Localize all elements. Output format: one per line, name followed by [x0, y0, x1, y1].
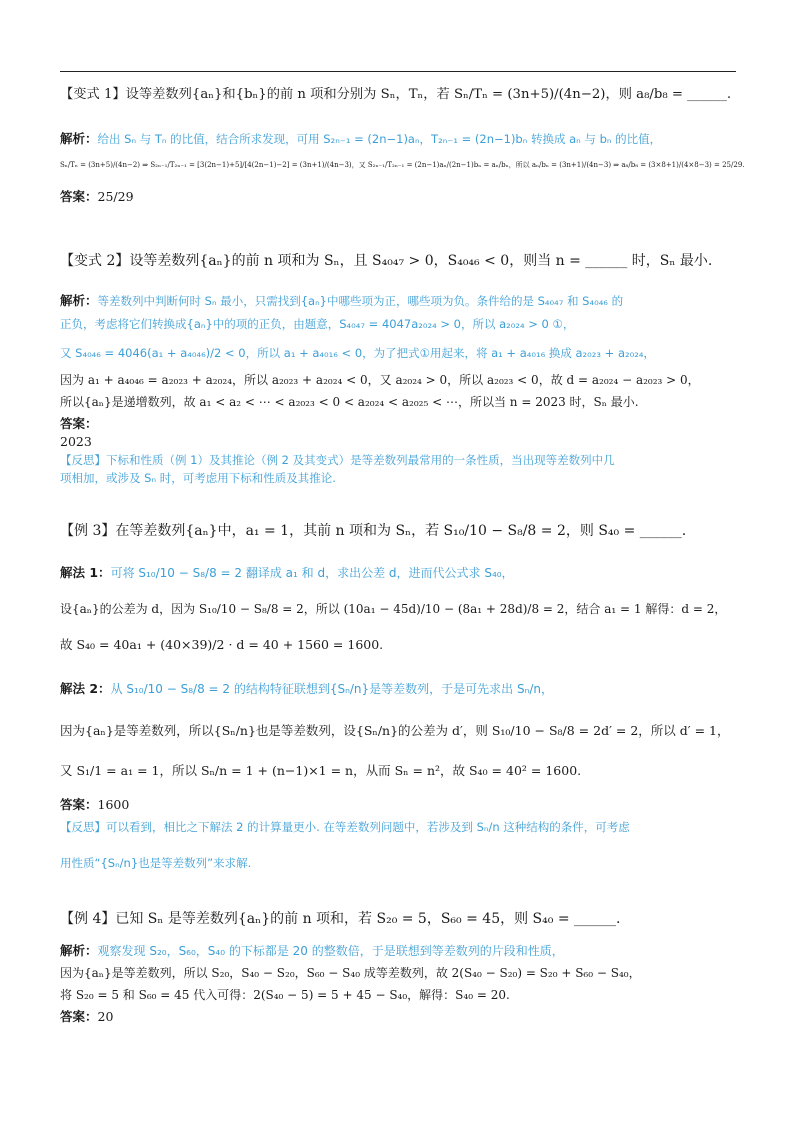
method1-label: 解法 1： — [60, 565, 111, 580]
example3-reflection-line-1: 【反思】可以看到，相比之下解法 2 的计算量更小. 在等差数列问题中，若涉及到 Sₙ/n 这种结构的条件，可考虑 — [60, 820, 630, 834]
example3-method2-line-2: 因为{aₙ}是等差数列，所以{Sₙ/n}也是等差数列，设{Sₙ/n}的公差为 d′，则 S₁₀/10 − S₈/8 = 2d′ = 2，所以 d′ = 1， — [60, 723, 730, 738]
example3-method2-line-1 — [60, 680, 553, 699]
answer-label: 答案： — [60, 416, 98, 431]
method2-text: 从 S₁₀/10 − S₈/8 = 2 的结构特征联想到{Sₙ/n}是等差数列，于是可先求出 Sₙ/n， — [110, 682, 554, 696]
variant2-reflection-line-1: 【反思】下标和性质（例 1）及其推论（例 2 及其变式）是等差数列最常用的一条性质，当出现等差数列中几 — [60, 453, 615, 467]
variant2-analysis-line-2: 正负，考虑将它们转换成{aₙ}中的项的正负，由题意，S₄₀₄₇ = 4047a₂₀₂₄ > 0，所以 a₂₀₂₄ > 0 ①， — [60, 317, 575, 331]
variant2-reflection-line-2: 项相加，或涉及 Sₙ 时，可考虑用下标和性质及其推论. — [60, 471, 336, 485]
variant2-answer — [60, 415, 98, 434]
example3-reflection-line-2: 用性质“{Sₙ/n}也是等差数列”来求解. — [60, 856, 252, 870]
variant1-analysis-line-1 — [60, 130, 661, 149]
example4-analysis-line-2: 因为{aₙ}是等差数列，所以 S₂₀，S₄₀ − S₂₀，S₆₀ − S₄₀ 成等差数列，故 2(S₄₀ − S₂₀) = S₂₀ + S₆₀ − S₄₀， — [60, 966, 641, 980]
variant2-analysis-line-1 — [60, 292, 623, 311]
analysis-text: 等差数列中判断何时 Sₙ 最小，只需找到{aₙ}中哪些项为正，哪些项为负。条件给的是 S₄₀₄₇ 和 S₄₀₄₆ 的 — [97, 294, 624, 308]
example3-answer — [60, 796, 129, 815]
answer-label: 答案： — [60, 797, 98, 812]
analysis-label: 解析： — [60, 131, 98, 146]
example4-answer — [60, 1008, 113, 1027]
top-rule — [60, 71, 736, 72]
answer-value: 25/29 — [97, 189, 134, 204]
answer-label: 答案： — [60, 1009, 98, 1024]
analysis-text: 给出 Sₙ 与 Tₙ 的比值，结合所求发现，可用 S₂ₙ₋₁ = (2n−1)aₙ，T₂ₙ₋₁ = (2n−1)bₙ 转换成 aₙ 与 bₙ 的比值， — [97, 132, 662, 146]
answer-value: 1600 — [97, 797, 130, 812]
example3-method2-line-3: 又 S₁/1 = a₁ = 1，所以 Sₙ/n = 1 + (n−1)×1 = n，从而 Sₙ = n²，故 S₄₀ = 40² = 1600. — [60, 763, 582, 778]
analysis-text: 观察发现 S₂₀，S₆₀，S₄₀ 的下标都是 20 的整数倍，于是联想到等差数列的片段和性质， — [97, 944, 564, 958]
variant2-question: 【变式 2】设等差数列{aₙ}的前 n 项和为 Sₙ，且 S₄₀₄₇ > 0，S₄₀₄₆ < 0，则当 n = ______ 时，Sₙ 最小. — [60, 253, 713, 269]
variant2-analysis-line-3: 又 S₄₀₄₆ = 4046(a₁ + a₄₀₄₆)/2 < 0，所以 a₁ + a₄₀₁₆ < 0，为了把式①用起来，将 a₁ + a₄₀₁₆ 换成 a₂₀₂₃ + a₂₀₂₄， — [60, 346, 655, 360]
example4-analysis-line-3: 将 S₂₀ = 5 和 S₆₀ = 45 代入可得：2(S₄₀ − 5) = 5 + 45 − S₄₀，解得：S₄₀ = 20. — [60, 988, 510, 1002]
variant1-question: 【变式 1】设等差数列{aₙ}和{bₙ}的前 n 项和分别为 Sₙ，Tₙ，若 Sₙ/Tₙ = (3n+5)/(4n−2)，则 a₈/b₈ = ______. — [60, 87, 732, 102]
method1-text: 可将 S₁₀/10 − S₈/8 = 2 翻译成 a₁ 和 d，求出公差 d，进而代公式求 S₄₀， — [110, 566, 514, 580]
variant2-analysis-line-4: 因为 a₁ + a₄₀₄₆ = a₂₀₂₃ + a₂₀₂₄，所以 a₂₀₂₃ + a₂₀₂₄ < 0，又 a₂₀₂₄ > 0，所以 a₂₀₂₃ < 0，故 d = a₂₀₂₄ − a₂₀₂₃ > 0， — [60, 373, 700, 387]
example3-question: 【例 3】在等差数列{aₙ}中，a₁ = 1，其前 n 项和为 Sₙ，若 S₁₀/10 − S₈/8 = 2，则 S₄₀ = ______. — [60, 523, 687, 539]
example4-analysis-line-1 — [60, 942, 564, 961]
method2-label: 解法 2： — [60, 681, 111, 696]
answer-value: 20 — [97, 1009, 114, 1024]
example4-question: 【例 4】已知 Sₙ 是等差数列{aₙ}的前 n 项和，若 S₂₀ = 5，S₆₀ = 45，则 S₄₀ = ______. — [60, 911, 621, 927]
example3-method1-line-3: 故 S₄₀ = 40a₁ + (40×39)/2 · d = 40 + 1560 = 1600. — [60, 637, 384, 652]
example3-method1-line-1 — [60, 564, 514, 583]
variant1-analysis-line-2: Sₙ/Tₙ = (3n+5)/(4n−2) ⇒ S₂ₙ₋₁/T₂ₙ₋₁ = [3(2n−1)+5]/[4(2n−1)−2] = (3n+1)/(4n−3)，又 S₂ₙ₋₁/T₂ₙ₋₁ = (2n−1)aₙ/(2n−1)bₙ = aₙ/bₙ，所以 aₙ/bₙ = (3n+1)/(4n−3) ⇒ a₈/b₈ = (3×8+1)/(4×8−3) = 25/29. — [60, 161, 745, 169]
variant1-answer — [60, 188, 134, 207]
example3-method1-line-2: 设{aₙ}的公差为 d，因为 S₁₀/10 − S₈/8 = 2，所以 (10a₁ − 45d)/10 − (8a₁ + 28d)/8 = 2，结合 a₁ = 1 解得：d = 2， — [60, 602, 727, 616]
analysis-label: 解析： — [60, 293, 98, 308]
variant2-analysis-line-5: 所以{aₙ}是递增数列，故 a₁ < a₂ < ⋯ < a₂₀₂₃ < 0 < a₂₀₂₄ < a₂₀₂₅ < ⋯，所以当 n = 2023 时，Sₙ 最小. — [60, 395, 639, 409]
analysis-label: 解析： — [60, 943, 98, 958]
variant2-answer-value: 2023 — [60, 434, 92, 449]
answer-label: 答案： — [60, 189, 98, 204]
